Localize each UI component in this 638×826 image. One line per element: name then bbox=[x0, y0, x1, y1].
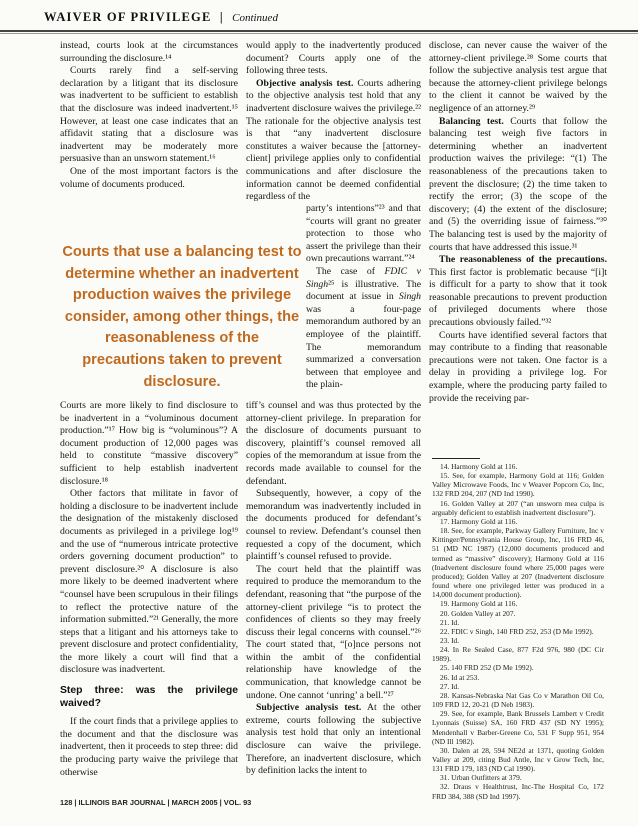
paragraph: would apply to the inadvertently produced document? Courts apply one of the following three tests. bbox=[246, 40, 421, 77]
paragraph bbox=[306, 266, 421, 392]
paragraph bbox=[429, 254, 607, 330]
footnote: 14. Harmony Gold at 116. bbox=[440, 462, 518, 471]
column-1-top bbox=[60, 40, 238, 191]
column-1-bottom bbox=[60, 400, 238, 779]
paragraph bbox=[429, 116, 607, 255]
paragraph: Courts are more likely to find disclosure to be inadvertent in a “voluminous document production.”¹⁷ How big is “voluminous”? A document production of 12,000 pages was held to constitute “massive discovery” sufficient to help establish inadvertent disclosure.¹⁸ bbox=[60, 400, 238, 487]
footnote: 16. Golden Valley at 207 (“an unsworn mea culpa is arguably deficient to establish inadvertent disclosure”). bbox=[432, 498, 604, 517]
footnote: 22. FDIC v Singh, 140 FRD 252, 253 (D Me 1992). bbox=[440, 626, 594, 636]
paragraph: tiff’s counsel and was thus protected by the attorney-client privilege. In preparation for the disclosure of documents pursuant to discovery, plaintiff’s counsel removed all copies of the memorandum at issue from the records made available to counsel for the defendant. bbox=[246, 400, 421, 487]
header-rule bbox=[0, 30, 638, 32]
paragraph-text: was a four-page memorandum authored by an employee of the plaintiff. The memorandum summarized a conversation between that employee and the plain- bbox=[306, 303, 421, 391]
paragraph: party’s intentions”²³ and that “courts will grant no greater protection to those who assert the privilege than their own precautions warrant.”²⁴ bbox=[306, 203, 421, 265]
footnote: 28. Kansas-Nebraska Nat Gas Co v Marathon Oil Co, 109 FRD 12, 20-21 (D Neb 1983). bbox=[432, 690, 604, 710]
footnotes bbox=[432, 462, 604, 801]
run-in-heading: Balancing test. bbox=[439, 115, 504, 127]
paragraph: Courts have identified several factors that may contribute to a finding that reasonable precautions were not taken. One factor is a delay in providing a privilege log. For example, where the producing party failed to provide the receiving par- bbox=[429, 329, 607, 404]
footnote: 24. In Re Sealed Case, 877 F2d 976, 980 (DC Cir 1989). bbox=[432, 645, 604, 664]
paragraph-text: ²⁵ is illustrative. The document at issue in bbox=[306, 278, 421, 303]
footnote-rule bbox=[432, 458, 480, 459]
footnote: 17. Harmony Gold at 116. bbox=[440, 516, 518, 526]
paragraph-text: Courts adhering to the objective analysis test hold that any inadvertent disclosure waives the privilege.²² The rationale for the objective analysis test is that “any inadvertent disclosure constitutes a waiver because the [attorney-client] privilege applies only to confidential communications and after disclosure the information cannot be deemed confidential regardless of the bbox=[246, 77, 421, 203]
paragraph: instead, courts look at the circumstances surrounding the disclosure.¹⁴ bbox=[60, 40, 238, 64]
case-name: FDIC v Singh bbox=[306, 265, 421, 290]
paragraph: disclose, can never cause the waiver of the attorney-client privilege.²⁸ Some courts that follow the subjective analysis test argue that because the attorney-client privilege belongs to the client it cannot be waived by the negligence of an attorney.²⁹ bbox=[429, 40, 607, 114]
paragraph-text: At the other extreme, courts following the subjective analysis test hold that only an intentional disclosure can waive the privilege. Therefore, an inadvertent disclosure, which by definition lacks the intent to bbox=[246, 702, 421, 777]
section-heading: Step three: was the privilege waived? bbox=[60, 685, 238, 709]
running-header bbox=[44, 10, 604, 32]
paragraph: The court held that the plaintiff was required to produce the memorandum to the defendant, reasoning that “the purpose of the attorney-client privilege “is to protect the confidences of clients so they may freely discuss their legal concerns with counsel.”²⁶ The court stated that, “[o]nce persons not within the ambit of the confidential relationship have knowledge of the communication, that knowledge cannot be undone. One cannot ‘unring’ a bell.”²⁷ bbox=[246, 563, 421, 701]
paragraph-text: The case of bbox=[316, 265, 385, 277]
footnote: 25. 140 FRD 252 (D Me 1992). bbox=[440, 663, 534, 673]
footnote: 20. Golden Valley at 207. bbox=[440, 608, 516, 618]
footnote: 27. Id. bbox=[440, 681, 460, 691]
paragraph bbox=[246, 702, 421, 778]
footnote: 21. Id. bbox=[440, 617, 460, 627]
footnote: 26. Id at 253. bbox=[440, 672, 480, 682]
run-in-heading: Subjective analysis test. bbox=[256, 702, 362, 714]
case-name: Singh bbox=[398, 291, 421, 303]
footnote: 15. See, for example, Harmony Gold at 116; Golden Valley Microwave Foods, Inc v Weaver Popcorn Co, Inc, 132 FRD 204, 207 (ND Ind 1990). bbox=[432, 471, 604, 499]
footnote: 29. See, for example, Bank Brussels Lambert v Credit Lyonnais (Suisse) SA, 160 FRD 437 (SD NY 1995); Mendenhall v Barber-Greene Co, 531 F Supp 951, 954 (ND Ill 1982). bbox=[432, 709, 604, 746]
column-2-wrap bbox=[306, 203, 421, 392]
footnote: 30. Dalen at 28, 594 NE2d at 1371, quoting Golden Valley at 209, citing Bud Antle, Inc v Grow Tech, Inc, 131 FRD 179, 183 (ND Cal 1990). bbox=[432, 745, 604, 774]
paragraph: Subsequently, however, a copy of the memorandum was inadvertently included in the documents produced for defendant’s counsel to review. Defendant’s counsel then requested a copy of the document, which plaintiff’s counsel refused to provide. bbox=[246, 488, 421, 563]
run-in-heading: The reasonableness of the precautions. bbox=[439, 254, 607, 266]
run-in-heading: Objective analysis test. bbox=[256, 77, 354, 89]
header-title: WAIVER OF PRIVILEGE bbox=[44, 10, 212, 24]
paragraph-text: Courts that follow the balancing test weigh five factors in determining whether an inadvertent production waives the privilege: “(1) The reasonableness of the precautions taken to prevent the disclosure; (2) the time taken to rectify the error; (3) the scope of the discovery; (4) the extent of the disclosure; and (5) the overriding issue of fairness.”³⁰ The balancing test is used by the majority of courts that have addressed this issue.³¹ bbox=[429, 115, 607, 253]
column-3 bbox=[429, 40, 607, 405]
header-separator: | bbox=[219, 10, 224, 24]
footnote: 18. See, for example, Parkway Gallery Furniture, Inc v Kittinger/Pennsylvania House Group, Inc, 116 FRD 46, 51 (MD NC 1987) (12,000 documents produced and termed as “massive” discovery); Harmony Gold at 116 (Inadvertent disclosure found where 25,000 pages were produced); Golden Valley at 207 (Inadvertent disclosure found where one privileged letter was produced in a 14,000 document production). bbox=[432, 526, 604, 600]
footnote: 31. Urban Outfitters at 379. bbox=[440, 773, 522, 783]
footnote: 23. Id. bbox=[440, 635, 460, 645]
header-continued: Continued bbox=[232, 12, 278, 24]
header-rule-thin bbox=[0, 33, 638, 34]
paragraph: If the court finds that a privilege applies to the document and that the disclosure was inadvertent, then it proceeds to step three: did the producing party waive the privilege that otherwise bbox=[60, 716, 238, 778]
paragraph bbox=[246, 78, 421, 204]
column-2-top bbox=[246, 40, 421, 204]
pull-quote: Courts that use a balancing test to determine whether an inadvertent production waives the privilege consider, among other things, the reasonableness of the precautions taken to prevent disclosure. bbox=[62, 244, 302, 390]
column-2-bottom bbox=[246, 400, 421, 778]
page-footer: 128 | ILLINOIS BAR JOURNAL | MARCH 2005 | VOL. 93 bbox=[60, 798, 252, 807]
paragraph-text: This first factor is problematic because “[i]t is difficult for a party to show that it took reasonable precautions to prevent production of privileged documents where those precautions obviously failed.”³² bbox=[429, 266, 607, 329]
footnote: 19. Harmony Gold at 116. bbox=[440, 599, 518, 609]
paragraph: Other factors that militate in favor of holding a disclosure to be inadvertent include the designation of the mistakenly disclosed documents as privileged in a privilege log¹⁹ and the use of “numerous intricate protective orders governing document production” to prevent disclosure.²⁰ A disclosure is also more likely to be deemed inadvertent where “counsel have been scrupulous in their filings to reflect the protective nature of the information submitted.”²¹ Generally, the more steps that a litigant and his attorneys take to prevent disclosure and protect confidentiality, the more likely a court will find that a disclosure was inadvertent. bbox=[60, 488, 238, 676]
paragraph: One of the most important factors is the volume of documents produced. bbox=[60, 165, 238, 190]
paragraph: Courts rarely find a self-serving declaration by a litigant that its disclosure was inadvertent to be sufficient to establish that the disclosure was indeed inadvertent.¹⁵ However, at least one case indicates that an affidavit stating that a disclosure was inadvertent may be moderately more persuasive than an unsworn statement.¹⁶ bbox=[60, 65, 238, 165]
footnote: 32. Draus v Healthtrust, Inc-The Hospital Co, 172 FRD 384, 388 (SD Ind 1997). bbox=[432, 782, 604, 801]
